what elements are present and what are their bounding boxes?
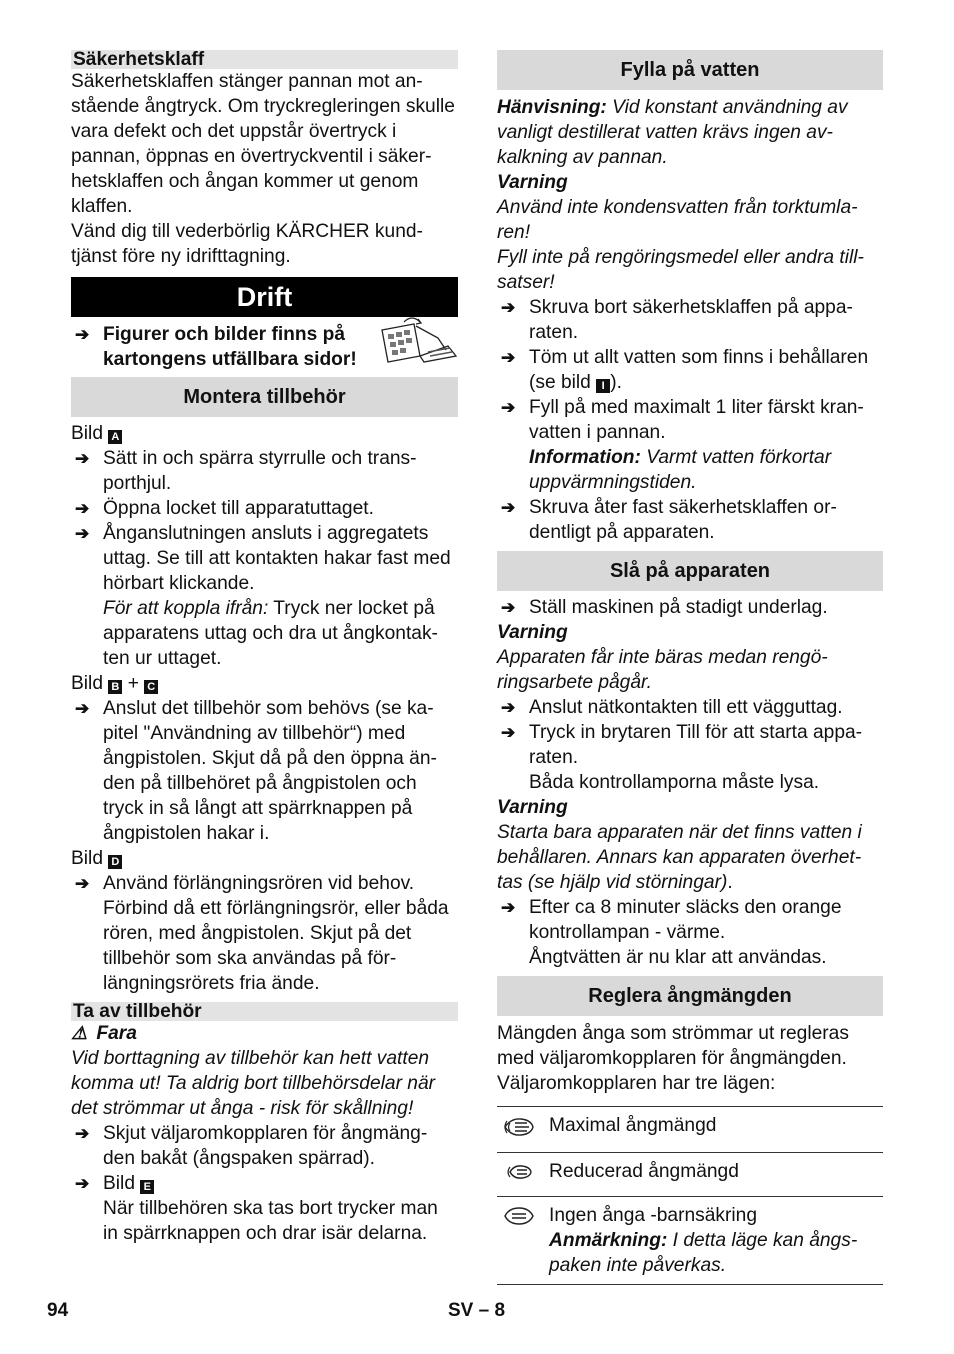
note-paragraph: Hänvisning: Vid konstant användning av vanligt destillerat vatten krävs ingen av-kalkning av pannan. xyxy=(497,97,848,168)
list-item: ➔ Skruva bort säkerhetsklaffen på appa-raten. xyxy=(501,297,853,343)
arrow-icon: ➔ xyxy=(75,449,90,468)
right-column xyxy=(497,50,883,1285)
list-item: ➔ Efter ca 8 minuter släcks den orange kontrollampan - värme. Ångtvätten är nu klar att användas. xyxy=(501,897,842,968)
arrow-icon: ➔ xyxy=(501,723,516,742)
figure-ref-a: Bild A xyxy=(71,421,458,446)
paragraph: Vänd dig till vederbörlig KÄRCHER kund-tjänst före ny idrifttagning. xyxy=(71,221,423,267)
paragraph: Säkerhetsklaffen stänger pannan mot an-stående ångtryck. Om tryckregleringen skulle vara defekt och det uppstår övertryck i pannan, öppnas en övertryckventil i säker-hetsklaffen och ångan kommer ut genom klaffen. xyxy=(71,71,455,217)
figure-ref-d: Bild D xyxy=(71,846,458,871)
page-number: 94 xyxy=(47,1300,69,1321)
figure-label-i: I xyxy=(596,379,610,393)
arrow-icon: ➔ xyxy=(501,598,516,617)
arrow-icon: ➔ xyxy=(75,699,90,718)
position-label: Maximal ångmängd xyxy=(541,1107,883,1153)
warning-text: Fyll inte på rengöringsmedel eller andra till-satser! xyxy=(497,247,864,293)
list-item: ➔ Skjut väljaromkopplaren för ångmäng-den bakåt (ångspaken spärrad). xyxy=(75,1123,428,1169)
section-heading-reglera: Reglera ångmängden xyxy=(497,976,883,1016)
figure-ref-bc: Bild B + C xyxy=(71,671,458,696)
max-steam-icon xyxy=(497,1107,541,1153)
warning-label: Varning xyxy=(497,797,568,818)
arrow-icon: ➔ xyxy=(501,898,516,917)
section-heading-montera: Montera tillbehör xyxy=(71,377,458,417)
warning-text: Apparaten får inte bäras medan rengö-ringsarbete pågår. xyxy=(497,647,828,693)
arrow-icon: ➔ xyxy=(75,499,90,518)
section-heading-sakerhetsklaff: Säkerhetsklaff xyxy=(71,50,458,69)
position-label: Ingen ånga -barnsäkring Anmärkning: I detta läge kan ångs-paken inte påverkas. xyxy=(541,1197,883,1285)
list-item: ➔ Tryck in brytaren Till för att starta appa-raten. Båda kontrollamporna måste lysa. xyxy=(501,722,863,793)
warning-text: Starta bara apparaten när det finns vatten i behållaren. Annars kan apparaten överhet-tas (se hjälp vid störningar). xyxy=(497,822,862,893)
chapter-heading-drift: Drift xyxy=(71,277,458,317)
figure-label-c: C xyxy=(144,680,158,694)
figure-label-e: E xyxy=(140,1180,154,1194)
list-item: ➔ Bild E När tillbehören ska tas bort trycker man in spärrknappen och drar isär delarna. xyxy=(75,1173,438,1244)
section-heading-fylla: Fylla på vatten xyxy=(497,50,883,90)
figure-label-b: B xyxy=(108,680,122,694)
steam-positions-table xyxy=(497,1106,883,1285)
warning-triangle-icon: ⚠ xyxy=(71,1023,88,1043)
list-item: ➔ Ånganslutningen ansluts i aggregatets uttag. Se till att kontakten hakar fast med hörbart klickande. För att koppla ifrån: Tryck ner locket på apparatens uttag och dra ut ångkontak-ten ur uttaget. xyxy=(75,523,451,669)
arrow-icon: ➔ xyxy=(75,524,90,543)
open-booklet-icon xyxy=(376,316,458,364)
arrow-icon: ➔ xyxy=(75,874,90,893)
list-item: ➔ Använd förlängningsrören vid behov. Förbind då ett förlängningsrör, eller båda rören, med ångpistolen. Skjut på det tillbehör som ska användas på för-längningsrörets fria ände. xyxy=(75,873,449,994)
section-heading-sla-pa: Slå på apparaten xyxy=(497,551,883,591)
list-item: ➔ Sätt in och spärra styrrulle och trans-porthjul. xyxy=(75,448,417,494)
arrow-icon: ➔ xyxy=(501,298,516,317)
list-item: ➔ Anslut nätkontakten till ett vägguttag. xyxy=(501,697,843,718)
arrow-icon: ➔ xyxy=(501,398,516,417)
left-column xyxy=(71,50,458,1246)
figures-note: ➔ Figurer och bilder finns på kartongens utfällbara sidor! xyxy=(71,322,458,372)
figure-label-d: D xyxy=(108,855,122,869)
arrow-icon: ➔ xyxy=(75,1124,90,1143)
arrow-icon: ➔ xyxy=(501,348,516,367)
table-row xyxy=(497,1107,883,1153)
section-footer: SV – 8 xyxy=(448,1300,506,1321)
list-item: ➔ Anslut det tillbehör som behövs (se ka-pitel "Användning av tillbehör“) med ångpistolen. Skjut då på den öppna än-den på tillbehöret på ångpistolen och tryck in så långt att spärrknappen på ångpistolen hakar i. xyxy=(75,698,437,844)
list-item: ➔ Töm ut allt vatten som finns i behållaren (se bild I ). xyxy=(501,347,869,393)
reduced-steam-icon xyxy=(497,1153,541,1197)
table-row xyxy=(497,1197,883,1285)
list-item: ➔ Öppna locket till apparatuttaget. xyxy=(75,498,374,519)
list-item: ➔ Ställ maskinen på stadigt underlag. xyxy=(501,597,828,618)
list-item: ➔ Skruva åter fast säkerhetsklaffen or-dentligt på apparaten. xyxy=(501,497,837,543)
table-row xyxy=(497,1153,883,1197)
paragraph: Mängden ånga som strömmar ut regleras med väljaromkopplaren för ångmängden. Väljaromkopplaren har tre lägen: xyxy=(497,1023,849,1094)
arrow-icon: ➔ xyxy=(75,325,90,344)
section-heading-ta-av: Ta av tillbehör xyxy=(71,1002,458,1021)
arrow-icon: ➔ xyxy=(501,498,516,517)
position-label: Reducerad ångmängd xyxy=(541,1153,883,1197)
figure-label-a: A xyxy=(108,430,122,444)
list-item: ➔ Fyll på med maximalt 1 liter färskt kran-vatten i pannan. Information: Varmt vatten förkortar uppvärmningstiden. xyxy=(501,397,864,493)
warning-label: Varning xyxy=(497,622,568,643)
no-steam-icon xyxy=(497,1197,541,1285)
arrow-icon: ➔ xyxy=(501,698,516,717)
warning-text: Använd inte kondensvatten från torktumla-ren! xyxy=(497,197,858,243)
danger-text: Vid borttagning av tillbehör kan hett vatten komma ut! Ta aldrig bort tillbehörsdelar när det strömmar ut ånga - risk för skållning! xyxy=(71,1048,436,1119)
warning-label: Varning xyxy=(497,172,568,193)
danger-label: ⚠ Fara xyxy=(71,1023,137,1044)
arrow-icon: ➔ xyxy=(75,1174,90,1193)
